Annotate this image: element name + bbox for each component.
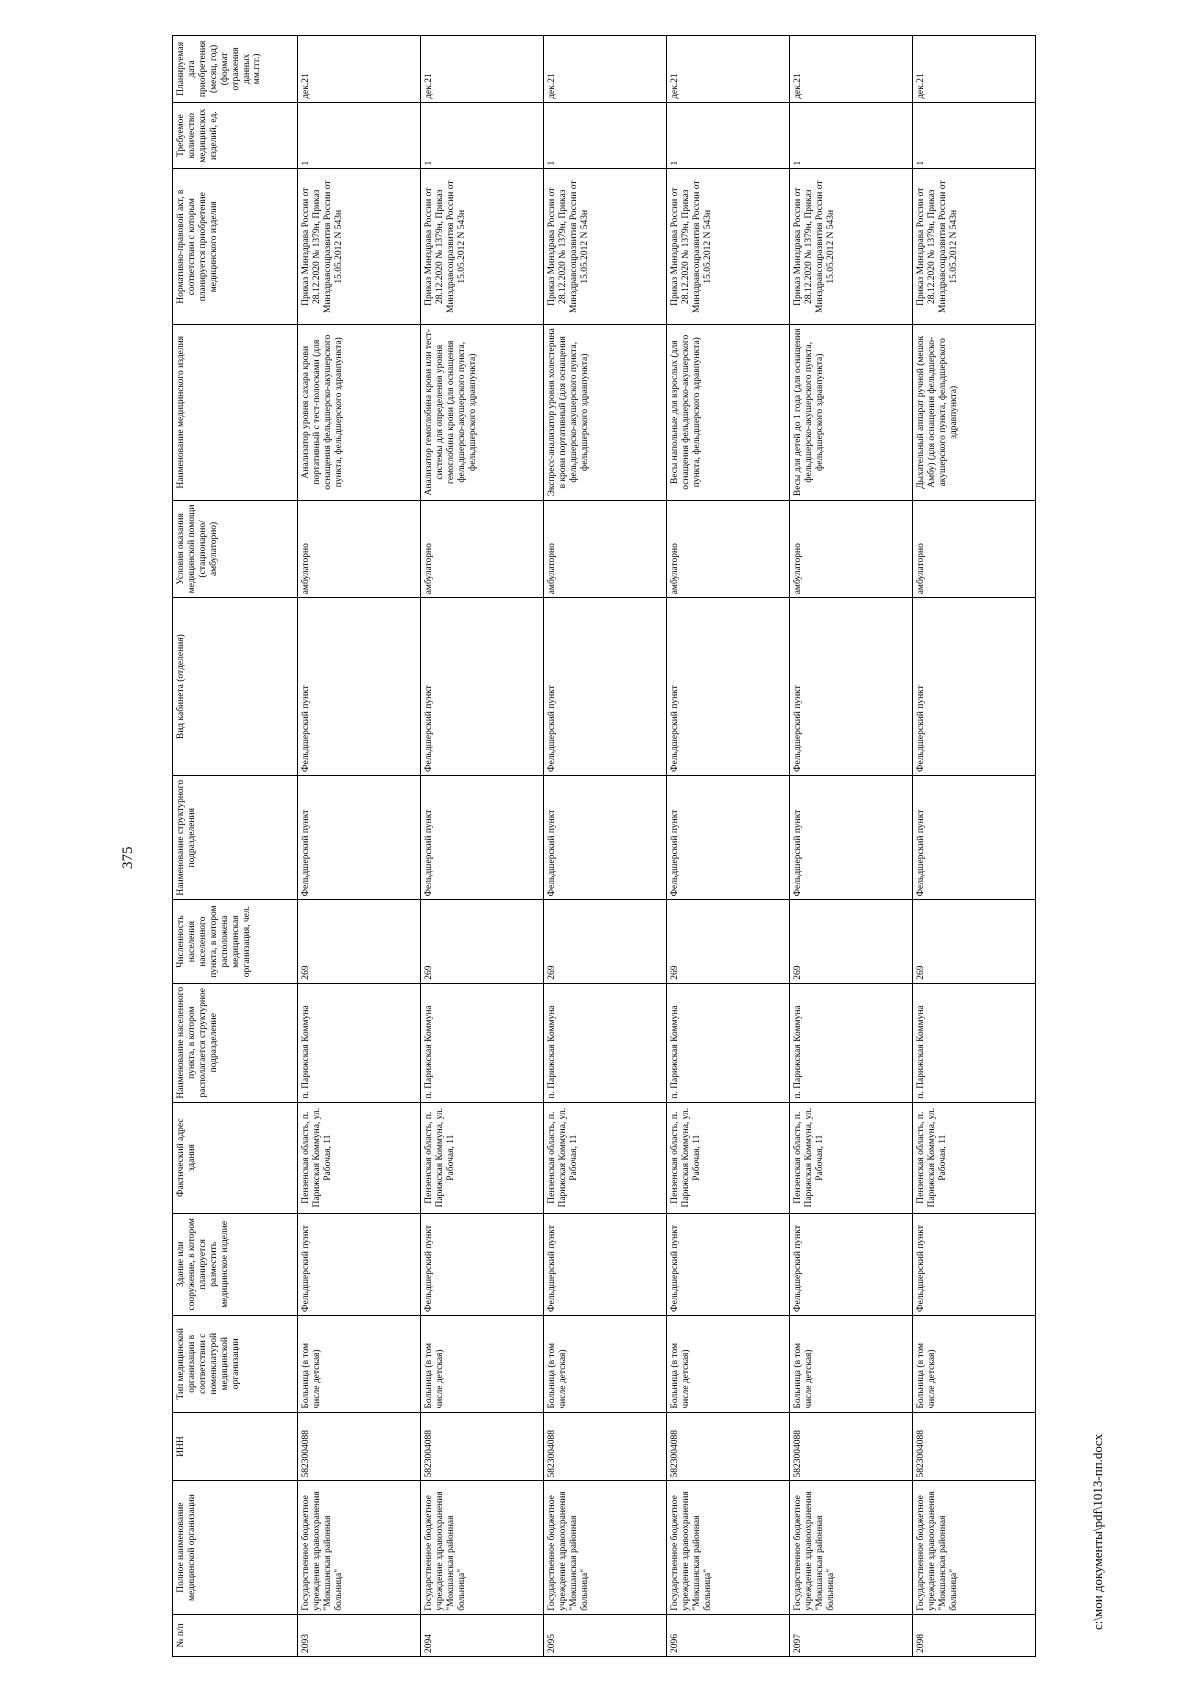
header-conditions: Условия оказания медицинской помощи (стационарно/амбулаторно) [173, 500, 298, 598]
cell-division: Фельдшерский пункт [544, 776, 667, 900]
cell-building: Фельдшерский пункт [913, 1213, 1036, 1315]
footer-file-path: c:\мои документы\pdf\1013-пп.docx [1090, 1433, 1105, 1630]
table-row [667, 36, 790, 1657]
header-org: Полное наименование медицинской организации [173, 1481, 298, 1614]
cell-address: Пензенская область, п. Парижская Коммуна, ул. Рабочая, 11 [913, 1102, 1036, 1213]
cell-inn: 5823004088 [667, 1412, 790, 1481]
cell-cabinet: Фельдшерский пункт [421, 598, 544, 776]
cell-org: Государственное бюджетное учреждение здравоохранения "Мокшанская районная больница" [667, 1481, 790, 1614]
cell-division: Фельдшерский пункт [298, 776, 421, 900]
cell-population: 269 [421, 900, 544, 983]
cell-inn: 5823004088 [913, 1412, 1036, 1481]
header-inn: ИНН [173, 1412, 298, 1481]
cell-num: 2093 [298, 1614, 421, 1656]
cell-device: Экспресс-анализатор уровня холестерина в крови портативный (для оснащения фельдшерско-акушерского пункта, фельдшерского здравпункта) [544, 324, 667, 500]
cell-act: Приказ Минздрава России от 28.12.2020 № 1379н, Приказ Минздравсоцразвития России от 15.05.2012 N 543н [544, 169, 667, 325]
cell-org: Государственное бюджетное учреждение здравоохранения "Мокшанская районная больница" [790, 1481, 913, 1614]
cell-population: 269 [913, 900, 1036, 983]
cell-device: Анализатор гемоглобина крови или тест-системы для определения уровня гемоглобина крови (для оснащения фельдшерско-акушерского пункта, фельдшерского здравпункта) [421, 324, 544, 500]
cell-settlement: п. Парижская Коммуна [421, 983, 544, 1102]
cell-num: 2094 [421, 1614, 544, 1656]
cell-org: Государственное бюджетное учреждение здравоохранения "Мокшанская районная больница" [421, 1481, 544, 1614]
cell-settlement: п. Парижская Коммуна [544, 983, 667, 1102]
header-date: Планируемая дата приобретения (месяц, год) (формат отражения данных мм.ггг.) [173, 36, 298, 103]
cell-settlement: п. Парижская Коммуна [667, 983, 790, 1102]
cell-qty: 1 [421, 102, 544, 169]
cell-conditions: амбулаторно [544, 500, 667, 598]
cell-num: 2095 [544, 1614, 667, 1656]
cell-qty: 1 [667, 102, 790, 169]
cell-conditions: амбулаторно [790, 500, 913, 598]
cell-inn: 5823004088 [298, 1412, 421, 1481]
cell-num: 2097 [790, 1614, 913, 1656]
header-qty: Требуемое количество медицинских изделий, ед. [173, 102, 298, 169]
cell-inn: 5823004088 [421, 1412, 544, 1481]
cell-cabinet: Фельдшерский пункт [667, 598, 790, 776]
table-row [544, 36, 667, 1657]
cell-building: Фельдшерский пункт [421, 1213, 544, 1315]
cell-type: Больница (в том числе детская) [544, 1315, 667, 1412]
cell-date: дек.21 [790, 36, 913, 103]
header-building: Здание или сооружение, в котором планируется разместить медицинское изделие [173, 1213, 298, 1315]
cell-date: дек.21 [544, 36, 667, 103]
cell-qty: 1 [790, 102, 913, 169]
cell-date: дек.21 [913, 36, 1036, 103]
cell-device: Анализатор уровня сахара крови портативный с тест-полосками (для оснащения фельдшерско-акушерского пункта, фельдшерского здравпункта) [298, 324, 421, 500]
header-cabinet: Вид кабинета (отделения) [173, 598, 298, 776]
cell-cabinet: Фельдшерский пункт [790, 598, 913, 776]
header-row [173, 36, 298, 1657]
cell-address: Пензенская область, п. Парижская Коммуна, ул. Рабочая, 11 [544, 1102, 667, 1213]
cell-building: Фельдшерский пункт [790, 1213, 913, 1315]
cell-num: 2096 [667, 1614, 790, 1656]
cell-act: Приказ Минздрава России от 28.12.2020 № 1379н, Приказ Минздравсоцразвития России от 15.05.2012 N 543н [913, 169, 1036, 325]
cell-conditions: амбулаторно [421, 500, 544, 598]
cell-org: Государственное бюджетное учреждение здравоохранения "Мокшанская районная больница" [913, 1481, 1036, 1614]
rotated-table-container [172, 35, 1036, 1657]
cell-type: Больница (в том числе детская) [421, 1315, 544, 1412]
equipment-table [172, 35, 1036, 1657]
cell-date: дек.21 [667, 36, 790, 103]
cell-num: 2098 [913, 1614, 1036, 1656]
cell-device: Дыхательный аппарат ручной (мешок Амбу) (для оснащения фельдшерско-акушерского пункта, фельдшерского здравпункта) [913, 324, 1036, 500]
table-header [173, 36, 298, 1657]
cell-building: Фельдшерский пункт [544, 1213, 667, 1315]
cell-address: Пензенская область, п. Парижская Коммуна, ул. Рабочая, 11 [667, 1102, 790, 1213]
table-row [913, 36, 1036, 1657]
cell-address: Пензенская область, п. Парижская Коммуна, ул. Рабочая, 11 [421, 1102, 544, 1213]
cell-population: 269 [298, 900, 421, 983]
cell-inn: 5823004088 [790, 1412, 913, 1481]
cell-cabinet: Фельдшерский пункт [544, 598, 667, 776]
cell-population: 269 [790, 900, 913, 983]
cell-qty: 1 [298, 102, 421, 169]
cell-population: 269 [544, 900, 667, 983]
cell-date: дек.21 [421, 36, 544, 103]
cell-type: Больница (в том числе детская) [913, 1315, 1036, 1412]
cell-inn: 5823004088 [544, 1412, 667, 1481]
header-num: № п/п [173, 1614, 298, 1656]
table-body [298, 36, 1036, 1657]
cell-conditions: амбулаторно [298, 500, 421, 598]
header-address: Фактический адрес здания [173, 1102, 298, 1213]
cell-division: Фельдшерский пункт [913, 776, 1036, 900]
cell-conditions: амбулаторно [913, 500, 1036, 598]
cell-device: Весы напольные для взрослых (для оснащения фельдшерско-акушерского пункта, фельдшерского здравпункта) [667, 324, 790, 500]
cell-building: Фельдшерский пункт [298, 1213, 421, 1315]
cell-device: Весы для детей до 1 года (для оснащения фельдшерско-акушерского пункта, фельдшерского здравпункта) [790, 324, 913, 500]
cell-act: Приказ Минздрава России от 28.12.2020 № 1379н, Приказ Минздравсоцразвития России от 15.05.2012 N 543н [667, 169, 790, 325]
cell-division: Фельдшерский пункт [667, 776, 790, 900]
header-type: Тип медицинской организации в соответствии с номенклатурой медицинской организации [173, 1315, 298, 1412]
cell-date: дек.21 [298, 36, 421, 103]
page-number: 375 [120, 846, 136, 870]
cell-type: Больница (в том числе детская) [790, 1315, 913, 1412]
cell-org: Государственное бюджетное учреждение здравоохранения "Мокшанская районная больница" [298, 1481, 421, 1614]
cell-act: Приказ Минздрава России от 28.12.2020 № 1379н, Приказ Минздравсоцразвития России от 15.05.2012 N 543н [421, 169, 544, 325]
header-settlement: Наименование населенного пункта, в котором располагается структурное подразделение [173, 983, 298, 1102]
table-row [790, 36, 913, 1657]
cell-act: Приказ Минздрава России от 28.12.2020 № 1379н, Приказ Минздравсоцразвития России от 15.05.2012 N 543н [298, 169, 421, 325]
cell-qty: 1 [544, 102, 667, 169]
cell-org: Государственное бюджетное учреждение здравоохранения "Мокшанская районная больница" [544, 1481, 667, 1614]
cell-settlement: п. Парижская Коммуна [913, 983, 1036, 1102]
header-act: Нормативно-правовой акт, в соответствии с которым планируется приобретение медицинского изделия [173, 169, 298, 325]
cell-cabinet: Фельдшерский пункт [298, 598, 421, 776]
cell-act: Приказ Минздрава России от 28.12.2020 № 1379н, Приказ Минздравсоцразвития России от 15.05.2012 N 543н [790, 169, 913, 325]
table-row [298, 36, 421, 1657]
header-device: Наименование медицинского изделия [173, 324, 298, 500]
cell-settlement: п. Парижская Коммуна [790, 983, 913, 1102]
cell-division: Фельдшерский пункт [421, 776, 544, 900]
cell-address: Пензенская область, п. Парижская Коммуна, ул. Рабочая, 11 [298, 1102, 421, 1213]
cell-conditions: амбулаторно [667, 500, 790, 598]
header-population: Численность населения населенного пункта, в котором расположена медицинская организация, чел. [173, 900, 298, 983]
cell-cabinet: Фельдшерский пункт [913, 598, 1036, 776]
table-row [421, 36, 544, 1657]
cell-population: 269 [667, 900, 790, 983]
cell-settlement: п. Парижская Коммуна [298, 983, 421, 1102]
cell-qty: 1 [913, 102, 1036, 169]
cell-building: Фельдшерский пункт [667, 1213, 790, 1315]
cell-address: Пензенская область, п. Парижская Коммуна, ул. Рабочая, 11 [790, 1102, 913, 1213]
cell-type: Больница (в том числе детская) [298, 1315, 421, 1412]
header-division: Наименование структурного подразделения [173, 776, 298, 900]
cell-type: Больница (в том числе детская) [667, 1315, 790, 1412]
cell-division: Фельдшерский пункт [790, 776, 913, 900]
